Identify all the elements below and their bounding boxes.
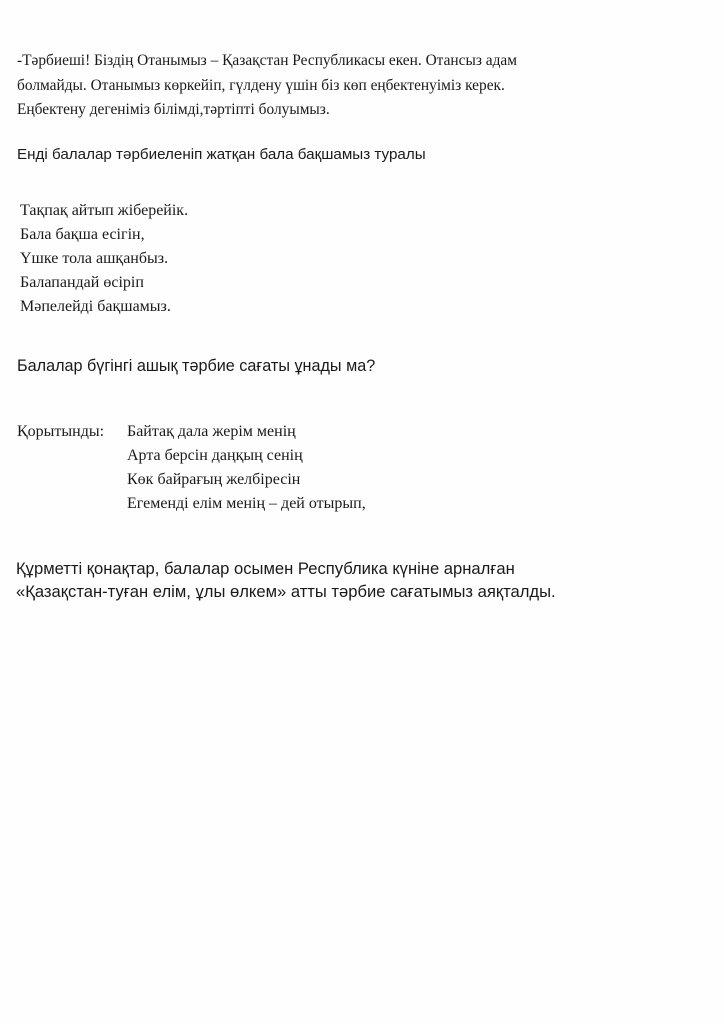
closing-line-2: «Қазақстан-туған елім, ұлы өлкем» атты тәрбие сағатымыз аяқталды. bbox=[16, 582, 556, 601]
intro-line-1: -Тәрбиеші! Біздің Отанымыз – Қазақстан Республикасы екен. Отансыз адам bbox=[17, 52, 517, 69]
poem-line-3: Үшке тола ашқанбыз. bbox=[20, 250, 169, 267]
question-line: Балалар бүгінгі ашық тәрбие сағаты ұнады ма? bbox=[17, 357, 376, 375]
poem-line-1: Тақпақ айтып жіберейік. bbox=[20, 202, 189, 219]
intro-line-3: Еңбектену дегеніміз білімді,тәртіпті болуымыз. bbox=[17, 101, 330, 118]
conclusion-line-1: Байтақ дала жерім менің bbox=[127, 423, 296, 440]
conclusion-label: Қорытынды: bbox=[17, 423, 105, 440]
poem-line-5: Мәпелейді бақшамыз. bbox=[20, 298, 171, 315]
conclusion-line-3: Көк байрағың желбіресін bbox=[127, 471, 301, 488]
closing-line-1: Құрметті қонақтар, балалар осымен Республика күніне арналған bbox=[16, 559, 515, 578]
conclusion-line-2: Арта берсін даңқың сенің bbox=[127, 447, 303, 464]
kindergarten-line: Енді балалар тәрбиеленіп жатқан бала бақшамыз туралы bbox=[17, 146, 426, 163]
poem-line-4: Балапандай өсіріп bbox=[20, 274, 144, 291]
poem-line-2: Бала бақша есігін, bbox=[20, 226, 145, 243]
intro-line-2: болмайды. Отанымыз көркейіп, гүлдену үшін біз көп еңбектенуіміз керек. bbox=[17, 77, 505, 94]
conclusion-line-4: Егеменді елім менің – дей отырып, bbox=[127, 495, 366, 512]
